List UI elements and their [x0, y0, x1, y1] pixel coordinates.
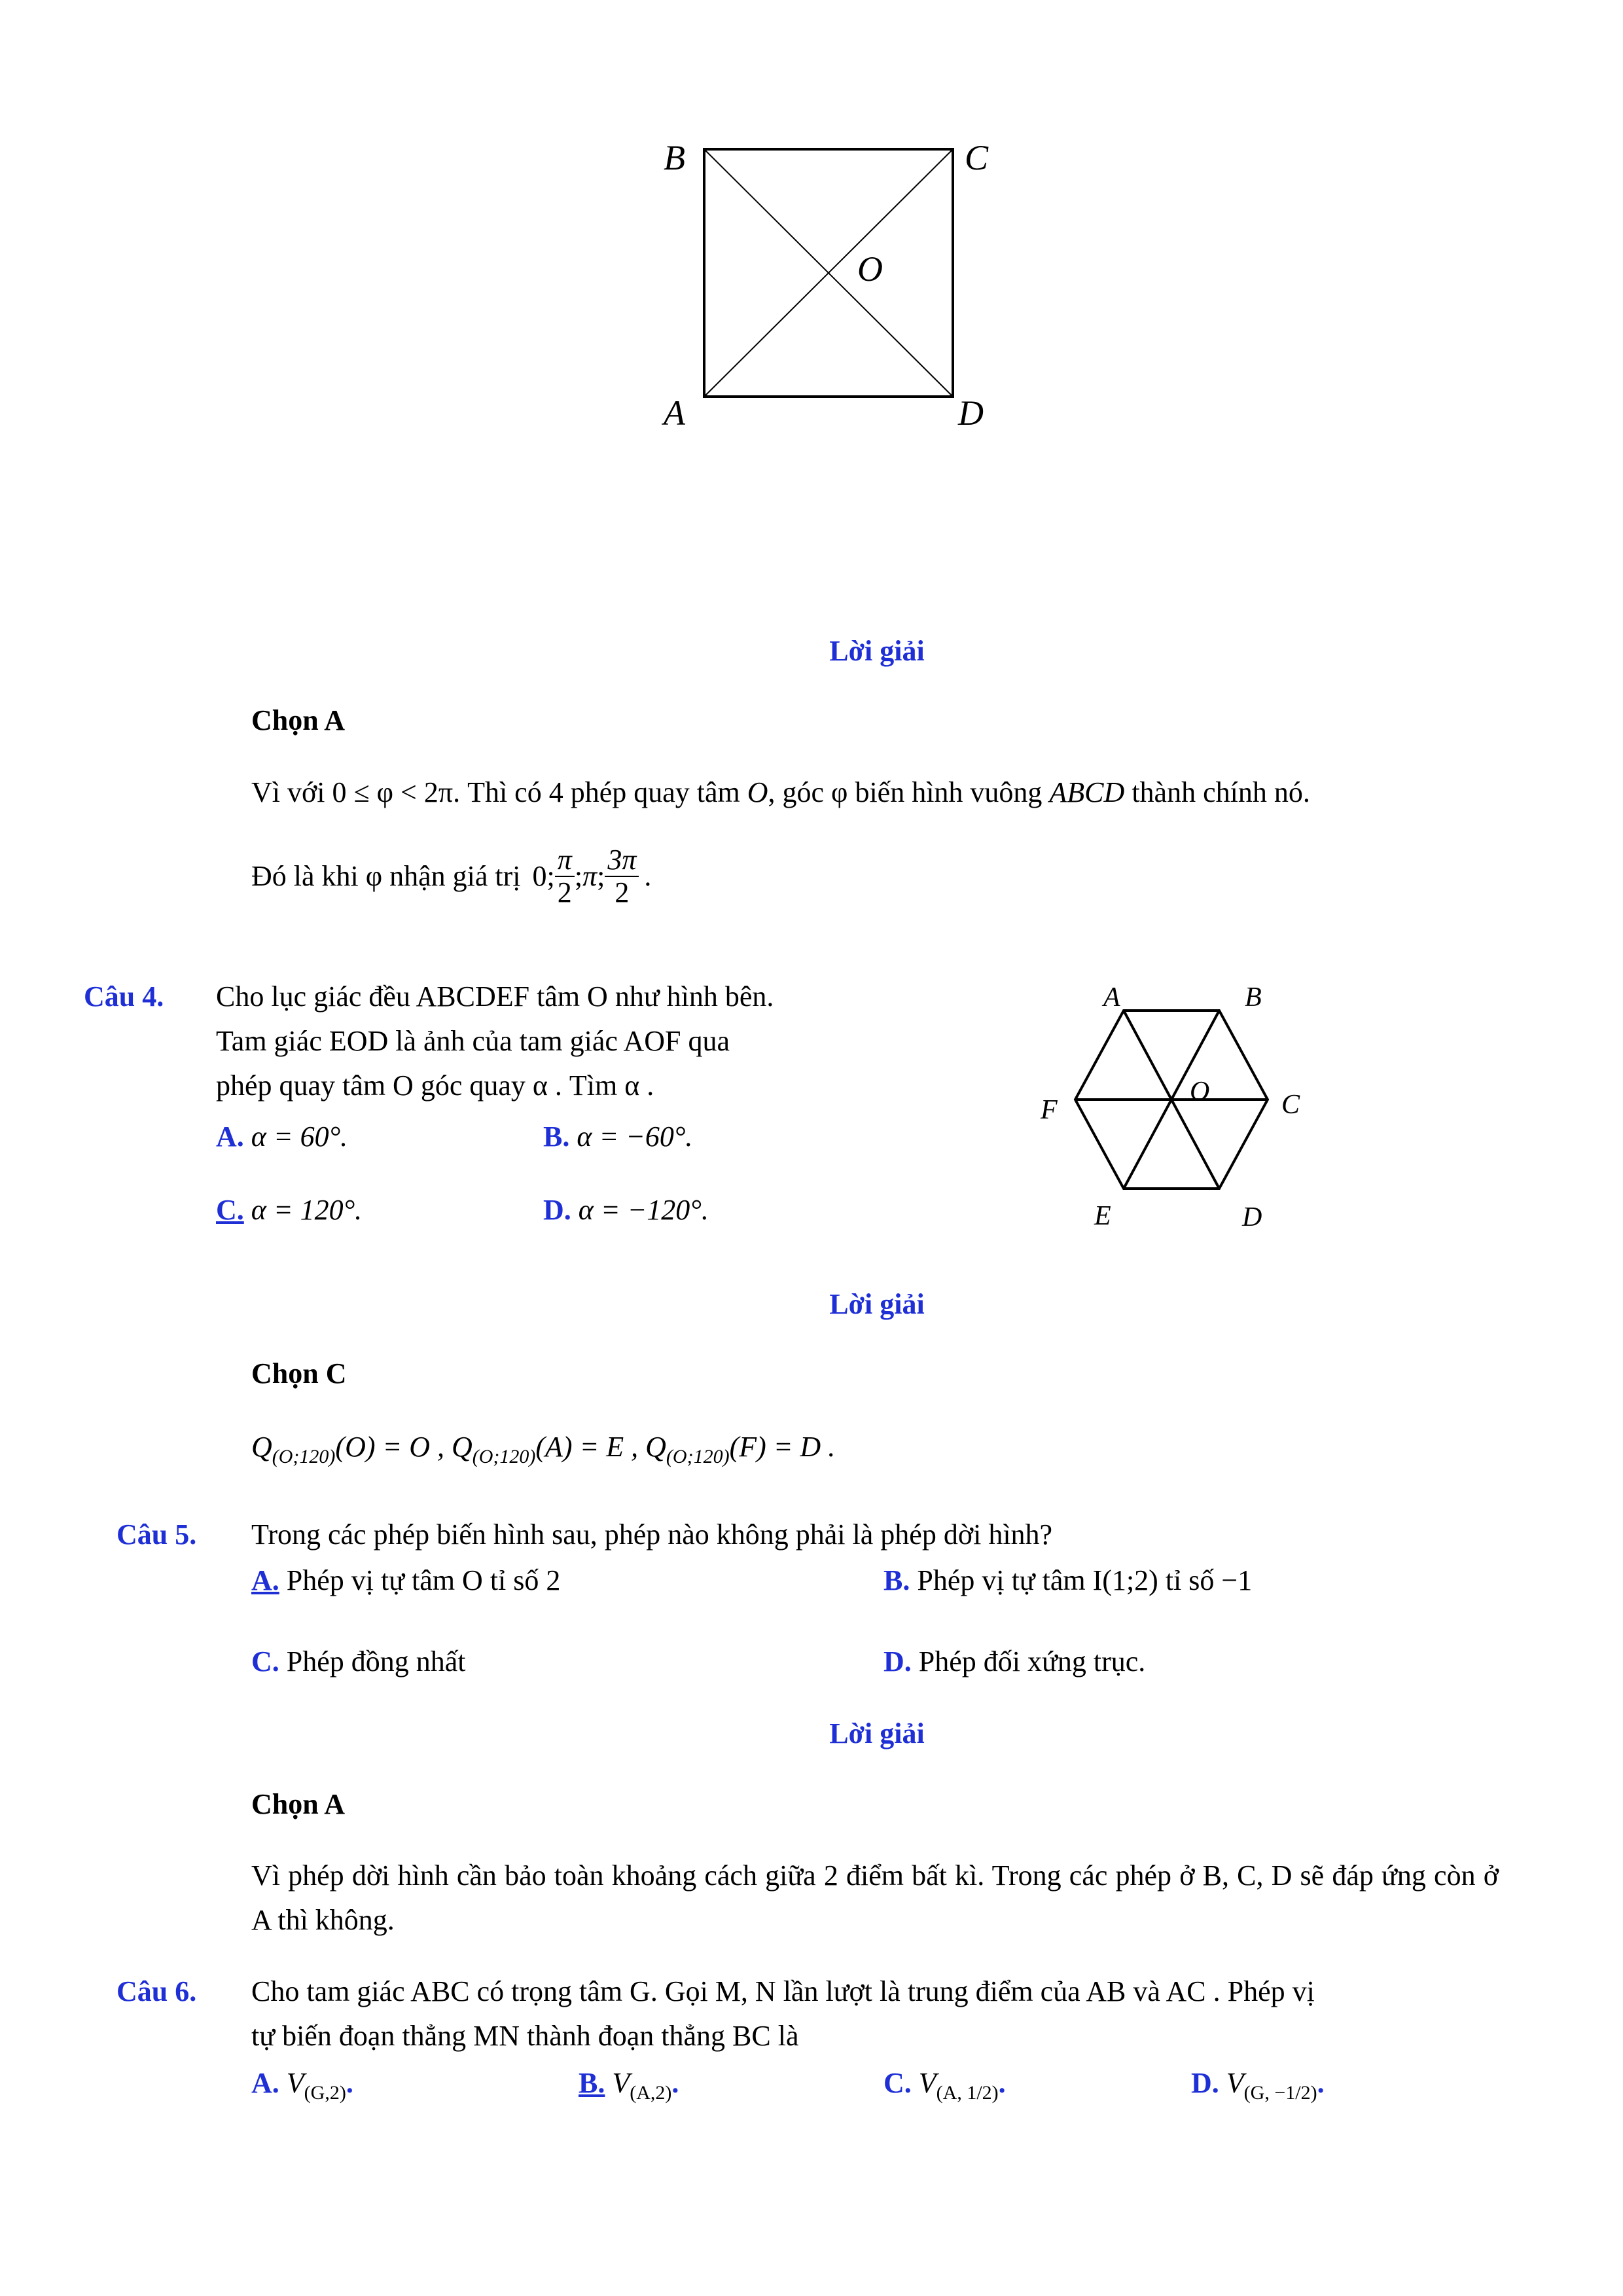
hex-label-a: A	[1103, 982, 1120, 1013]
hex-label-o: O	[1190, 1077, 1210, 1107]
solution-line-2: Đó là khi φ nhận giá trị 0; $\frac{\pi}{2}$ ; π ; $\frac{3\pi}{2}$ .	[251, 844, 652, 909]
vertex-label-a: A	[664, 393, 685, 433]
solution-heading: Lời giải	[829, 1288, 925, 1320]
rotation-equations: $Q_{(O;120)}(O) = O$ , $Q_{(O;120)}(A) = E$ , $Q_{(O;120)}(F) = D$ .	[251, 1431, 836, 1467]
solution-5-explanation: Vì phép dời hình cần bảo toàn khoảng cách giữa 2 điểm bất kì. Trong các phép ở B, C, D sẽ đáp ứng còn ở A thì không.	[251, 1859, 1499, 1936]
question-4-line-2: Tam giác EOD là ảnh của tam giác AOF qua	[216, 1025, 730, 1057]
q6-option-d[interactable]: D. $V_{(G, -1/2)}$.	[1191, 2067, 1325, 2104]
hex-label-c: C	[1281, 1090, 1300, 1120]
fraction-pi-over-2: $\frac{\pi}{2}$	[555, 844, 575, 909]
q5-option-a[interactable]: A. Phép vị tự tâm O tỉ số 2	[251, 1564, 561, 1596]
solution-line-1: Vì với 0 ≤ φ < 2π. Thì có 4 phép quay tâm O, góc φ biến hình vuông ABCD thành chính nó.	[251, 776, 1310, 808]
question-4-line-3: phép quay tâm O góc quay α . Tìm α .	[216, 1069, 654, 1102]
answer-choice: Chọn C	[251, 1357, 347, 1390]
question-number-5: Câu 5.	[116, 1518, 197, 1551]
question-number-6: Câu 6.	[116, 1975, 197, 2007]
answer-choice: Chọn A	[251, 704, 346, 736]
q4-option-c[interactable]: C. α = 120°.	[216, 1194, 363, 1226]
fraction-3pi-over-2: $\frac{3\pi}{2}$	[605, 844, 639, 909]
hex-label-b: B	[1245, 982, 1262, 1013]
hex-label-d: D	[1242, 1202, 1262, 1232]
vertex-label-b: B	[664, 138, 685, 177]
q6-option-c[interactable]: C. $V_{(A, 1/2)}$.	[883, 2067, 1006, 2104]
hex-label-e: E	[1094, 1201, 1111, 1231]
solution-heading: Lời giải	[829, 635, 925, 667]
question-5-stem: Trong các phép biến hình sau, phép nào không phải là phép dời hình?	[251, 1518, 1053, 1551]
question-number-4: Câu 4.	[84, 980, 164, 1013]
q5-option-c[interactable]: C. Phép đồng nhất	[251, 1645, 466, 1677]
q5-option-d[interactable]: D. Phép đối xứng trục.	[883, 1645, 1146, 1677]
q4-option-b[interactable]: B. α = −60°.	[543, 1121, 693, 1153]
question-6-line-1: Cho tam giác ABC có trọng tâm G. Gọi M, N lần lượt là trung điểm của AB và AC . Phép vị	[251, 1975, 1315, 2007]
question-4-line-1: Cho lục giác đều ABCDEF tâm O như hình bên.	[216, 980, 774, 1013]
q4-option-d[interactable]: D. α = −120°.	[543, 1194, 709, 1226]
hex-label-f: F	[1041, 1095, 1058, 1125]
solution-heading: Lời giải	[829, 1717, 925, 1749]
q4-option-a[interactable]: A. α = 60°.	[216, 1121, 348, 1153]
q6-option-b[interactable]: B. $V_{(A,2)}$.	[579, 2067, 679, 2104]
q6-option-a[interactable]: A. $V_{(G,2)}$.	[251, 2067, 353, 2104]
q5-option-b[interactable]: B. Phép vị tự tâm I(1;2) tỉ số −1	[883, 1564, 1253, 1596]
vertex-label-d: D	[958, 393, 984, 433]
vertex-label-c: C	[965, 138, 989, 177]
center-label-o: O	[857, 249, 883, 289]
answer-choice: Chọn A	[251, 1788, 346, 1820]
question-6-line-2: tự biến đoạn thẳng MN thành đoạn thẳng BC là	[251, 2020, 799, 2052]
